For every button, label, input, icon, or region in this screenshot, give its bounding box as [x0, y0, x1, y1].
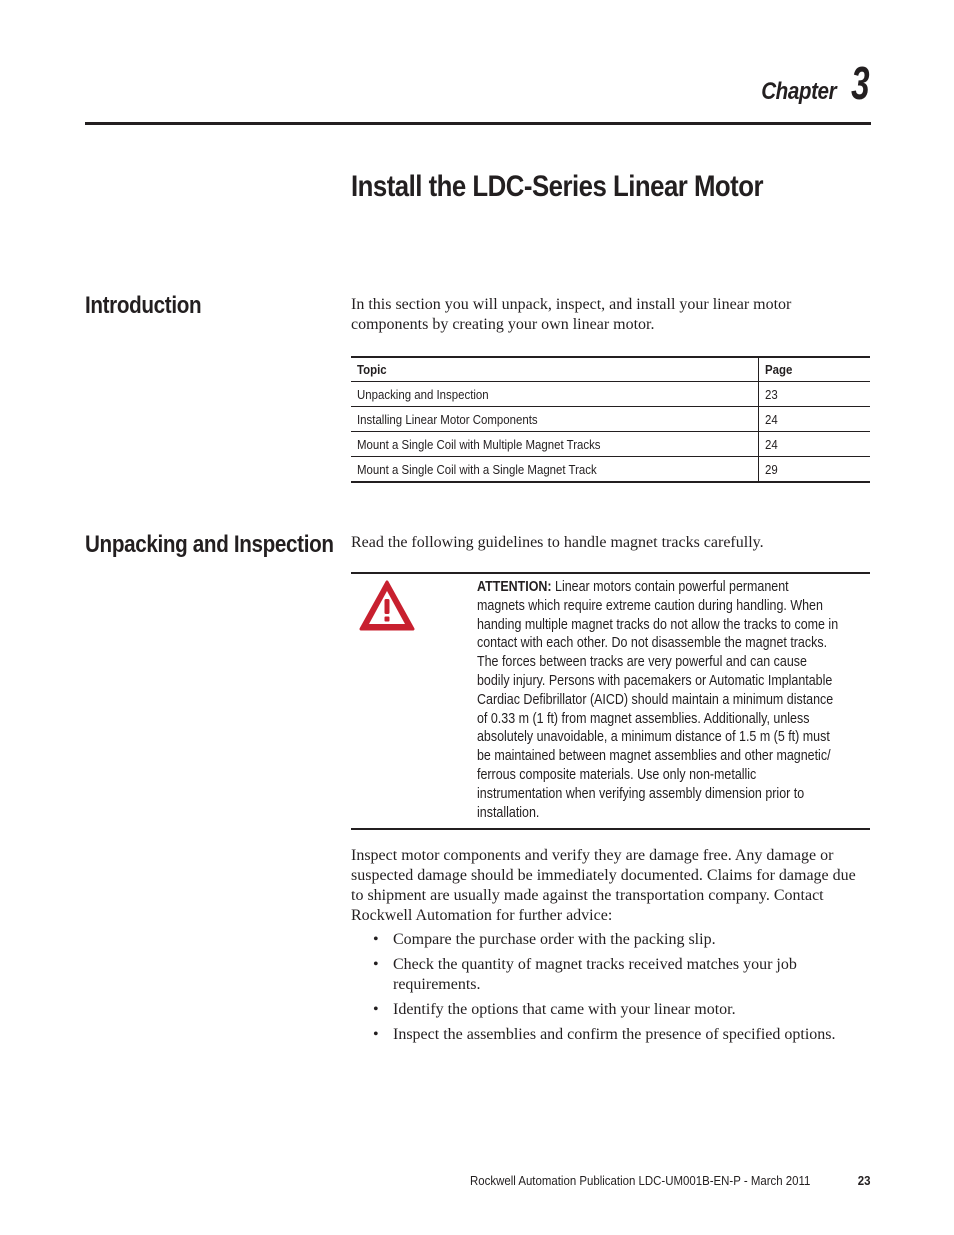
chapter-label: Chapter	[761, 78, 837, 105]
list-item: • Compare the purchase order with the packing slip.	[351, 930, 851, 950]
inspect-text: Inspect motor components and verify they are damage free. Any damage or suspected damage should be immediately documented. Claims for damage due to shipment are usually made against the transportation company. Contact Rockwell Automation for further advice:	[351, 847, 856, 924]
list-item: • Check the quantity of magnet tracks received matches your job requirements.	[351, 955, 851, 995]
list-item: • Inspect the assemblies and confirm the presence of specified options.	[351, 1025, 851, 1045]
table-cell-page: 29	[759, 457, 871, 483]
chapter-header	[749, 57, 870, 109]
chapter-rule	[85, 122, 871, 125]
table-row	[351, 407, 870, 432]
table-header-topic: Topic	[351, 357, 759, 382]
table-cell-topic: Unpacking and Inspection	[351, 382, 759, 407]
list-item: • Identify the options that came with your linear motor.	[351, 1000, 851, 1020]
attention-box	[351, 572, 870, 830]
topics-table	[351, 356, 870, 483]
page-title: Install the LDC-Series Linear Motor	[351, 170, 764, 203]
warning-triangle-icon	[359, 580, 415, 632]
table-header-page: Page	[759, 357, 871, 382]
footer-publication: Rockwell Automation Publication LDC-UM001B-EN-P - March 2011	[470, 1173, 811, 1188]
inspection-checklist	[351, 930, 851, 1050]
table-row	[351, 432, 870, 457]
introduction-heading: Introduction	[85, 292, 202, 319]
table-cell-topic: Mount a Single Coil with Multiple Magnet Tracks	[351, 432, 759, 457]
table-row	[351, 382, 870, 407]
attention-text	[477, 578, 838, 822]
table-cell-topic: Installing Linear Motor Components	[351, 407, 759, 432]
unpacking-intro-text: Read the following guidelines to handle magnet tracks carefully.	[351, 534, 764, 551]
table-cell-page: 23	[759, 382, 871, 407]
table-cell-page: 24	[759, 407, 871, 432]
attention-label: ATTENTION:	[477, 579, 552, 595]
table-cell-page: 24	[759, 432, 871, 457]
table-row	[351, 457, 870, 483]
unpacking-heading: Unpacking and Inspection	[85, 531, 334, 558]
chapter-number: 3	[851, 57, 870, 109]
table-cell-topic: Mount a Single Coil with a Single Magnet Track	[351, 457, 759, 483]
footer-page-number: 23	[857, 1173, 870, 1188]
introduction-text: In this section you will unpack, inspect, and install your linear motor components by creating your own linear motor.	[351, 296, 792, 333]
table-header-row	[351, 357, 870, 382]
attention-body: Linear motors contain powerful permanent magnets which require extreme caution during handling. When handing multiple magnet tracks do not allow the tracks to come in contact with each other. Do not disassemble the magnet tracks. The forces between tracks are very powerful and can cause bodily injury. Persons with pacemakers or Automatic Implantable Cardiac Defibrillator (AICD) should maintain a minimum distance of 0.33 m (1 ft) from magnet assemblies. Additionally, unless absolutely unavoidable, a minimum distance of 1.5 m (5 ft) must be maintained between magnet assemblies and other magnetic/ ferrous composite materials. Use only non-metallic instrumentation when verifying assembly dimension prior to installation.	[477, 579, 839, 821]
